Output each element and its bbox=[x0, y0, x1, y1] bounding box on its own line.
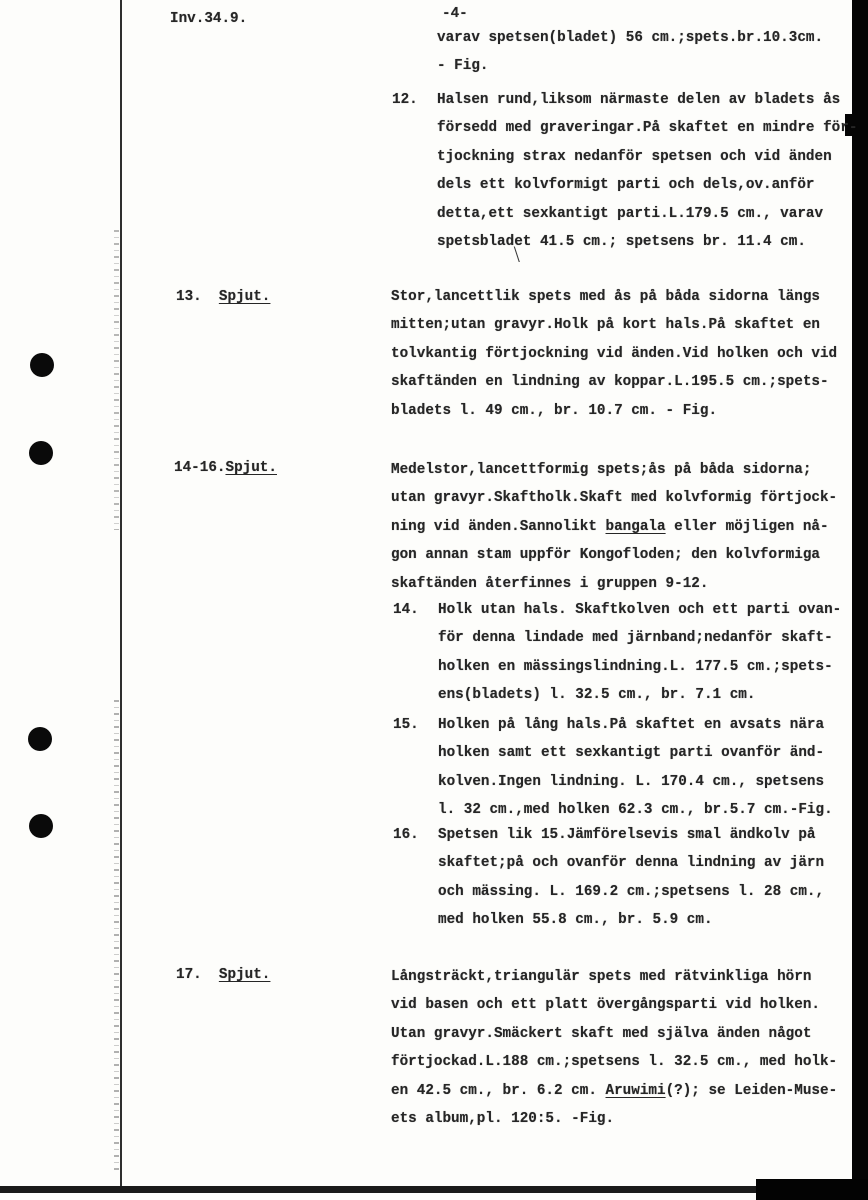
text-line: tjockning strax nedanför spetsen och vid änden bbox=[437, 148, 832, 165]
scan-bottom-edge-block bbox=[756, 1179, 868, 1200]
underlined-term: Spjut. bbox=[218, 967, 271, 983]
punch-hole-dot bbox=[28, 727, 52, 751]
text-line: holken samt ett sexkantigt parti ovanför änd- bbox=[438, 745, 825, 762]
text-line: kolven.Ingen lindning. L. 170.4 cm., spetsens bbox=[438, 773, 825, 790]
text-line: Holk utan hals. Skaftkolven och ett parti ovan- bbox=[438, 602, 842, 618]
text-line: med holken 55.8 cm., br. 5.9 cm. bbox=[438, 912, 713, 929]
text-segment: 13. bbox=[176, 289, 219, 305]
text-line: bladets l. 49 cm., br. 10.7 cm. - Fig. bbox=[391, 402, 718, 419]
text-line: försedd med graveringar.På skaftet en mindre för- bbox=[437, 120, 858, 137]
text-line: Långsträckt,triangulär spets med rätvinkliga hörn bbox=[391, 969, 812, 985]
text-line: för denna lindade med järnband;nedanför skaft- bbox=[438, 630, 833, 647]
text-line: Holken på lång hals.På skaftet en avsats nära bbox=[438, 717, 825, 733]
underlined-term: Aruwimi bbox=[605, 1082, 666, 1099]
item-number: 12. bbox=[392, 92, 418, 108]
inventory-number-label: Inv.34.9. bbox=[170, 11, 248, 27]
text-line: vid basen och ett platt övergångsparti vid holken. bbox=[391, 997, 820, 1014]
punch-hole-dot bbox=[30, 353, 54, 377]
label-14-16 bbox=[174, 454, 277, 482]
item-15 bbox=[393, 711, 833, 825]
text-line: ens(bladets) l. 32.5 cm., br. 7.1 cm. bbox=[438, 687, 756, 704]
text-segment: ning vid änden.Sannolikt bbox=[391, 518, 606, 535]
page-number: -4- bbox=[442, 6, 468, 22]
text-line: förtjockad.L.188 cm.;spetsens l. 32.5 cm., med holk- bbox=[391, 1054, 838, 1071]
text-segment: 14-16. bbox=[174, 460, 226, 476]
text-line: skaftet;på och ovanför denna lindning av järn bbox=[438, 855, 825, 872]
underlined-term: Spjut. bbox=[225, 460, 277, 476]
underlined-term: bangala bbox=[605, 518, 666, 535]
text-line: utan gravyr.Skaftholk.Skaft med kolvformig förtjock- bbox=[391, 490, 838, 507]
text-line: tolvkantig förtjockning vid änden.Vid holken och vid bbox=[391, 345, 838, 362]
text-line: Medelstor,lancettformig spets;ås på båda sidorna; bbox=[391, 462, 812, 478]
text-line: varav spetsen(bladet) 56 cm.;spets.br.10.3cm. bbox=[437, 30, 824, 46]
scan-noise-strip bbox=[114, 230, 119, 530]
stray-pen-mark: \ bbox=[513, 246, 521, 269]
text-line: spetsbladet 41.5 cm.; spetsens br. 11.4 cm. bbox=[437, 234, 806, 251]
label-17 bbox=[176, 961, 270, 989]
item-number: 14. bbox=[393, 602, 419, 618]
scan-bottom-edge-line bbox=[0, 1186, 868, 1193]
text-segment: eller möjligen nå- bbox=[665, 518, 829, 535]
text-line: detta,ett sexkantigt parti.L.179.5 cm., varav bbox=[437, 205, 824, 222]
text-line: och mässing. L. 169.2 cm.;spetsens l. 28 cm., bbox=[438, 883, 825, 900]
group-14-16-desc bbox=[391, 456, 837, 598]
punch-hole-dot bbox=[29, 814, 53, 838]
punch-hole-dot bbox=[29, 441, 53, 465]
left-margin-rule-line bbox=[120, 0, 122, 1191]
text-line: ets album,pl. 120:5. -Fig. bbox=[391, 1111, 615, 1128]
text-line: mitten;utan gravyr.Holk på kort hals.På skaftet en bbox=[391, 317, 820, 334]
text-line: - Fig. bbox=[437, 58, 489, 75]
text-line bbox=[391, 513, 837, 541]
text-line: Utan gravyr.Smäckert skaft med själva änden något bbox=[391, 1025, 812, 1042]
scan-noise-strip bbox=[114, 700, 119, 1170]
text-line bbox=[391, 1077, 837, 1105]
text-line: skaftänden en lindning av koppar.L.195.5 cm.;spets- bbox=[391, 374, 829, 391]
text-segment: en 42.5 cm., br. 6.2 cm. bbox=[391, 1082, 606, 1099]
text-line: l. 32 cm.,med holken 62.3 cm., br.5.7 cm.-Fig. bbox=[438, 802, 833, 819]
item-14 bbox=[393, 596, 842, 710]
text-segment: (?); se Leiden-Muse- bbox=[665, 1082, 838, 1099]
text-line: Halsen rund,liksom närmaste delen av bladets ås bbox=[437, 92, 841, 108]
item-16 bbox=[393, 821, 825, 935]
item-11-continuation bbox=[437, 24, 823, 81]
text-line: Stor,lancettlik spets med ås på båda sidorna längs bbox=[391, 289, 820, 305]
item-17-desc bbox=[391, 963, 837, 1133]
text-line: gon annan stam uppför Kongofloden; den kolvformiga bbox=[391, 547, 820, 564]
item-number: 15. bbox=[393, 717, 419, 733]
item-number: 16. bbox=[393, 827, 419, 843]
item-12 bbox=[392, 86, 858, 256]
text-line: holken en mässingslindning.L. 177.5 cm.;spets- bbox=[438, 658, 833, 675]
text-segment: 17. bbox=[176, 967, 219, 983]
underlined-term: Spjut. bbox=[218, 289, 271, 305]
text-line: skaftänden återfinnes i gruppen 9-12. bbox=[391, 575, 709, 592]
label-13 bbox=[176, 283, 270, 311]
item-13-desc bbox=[391, 283, 837, 425]
text-line: dels ett kolvformigt parti och dels,ov.anför bbox=[437, 177, 815, 194]
text-line: Spetsen lik 15.Jämförelsevis smal ändkolv på bbox=[438, 827, 816, 843]
